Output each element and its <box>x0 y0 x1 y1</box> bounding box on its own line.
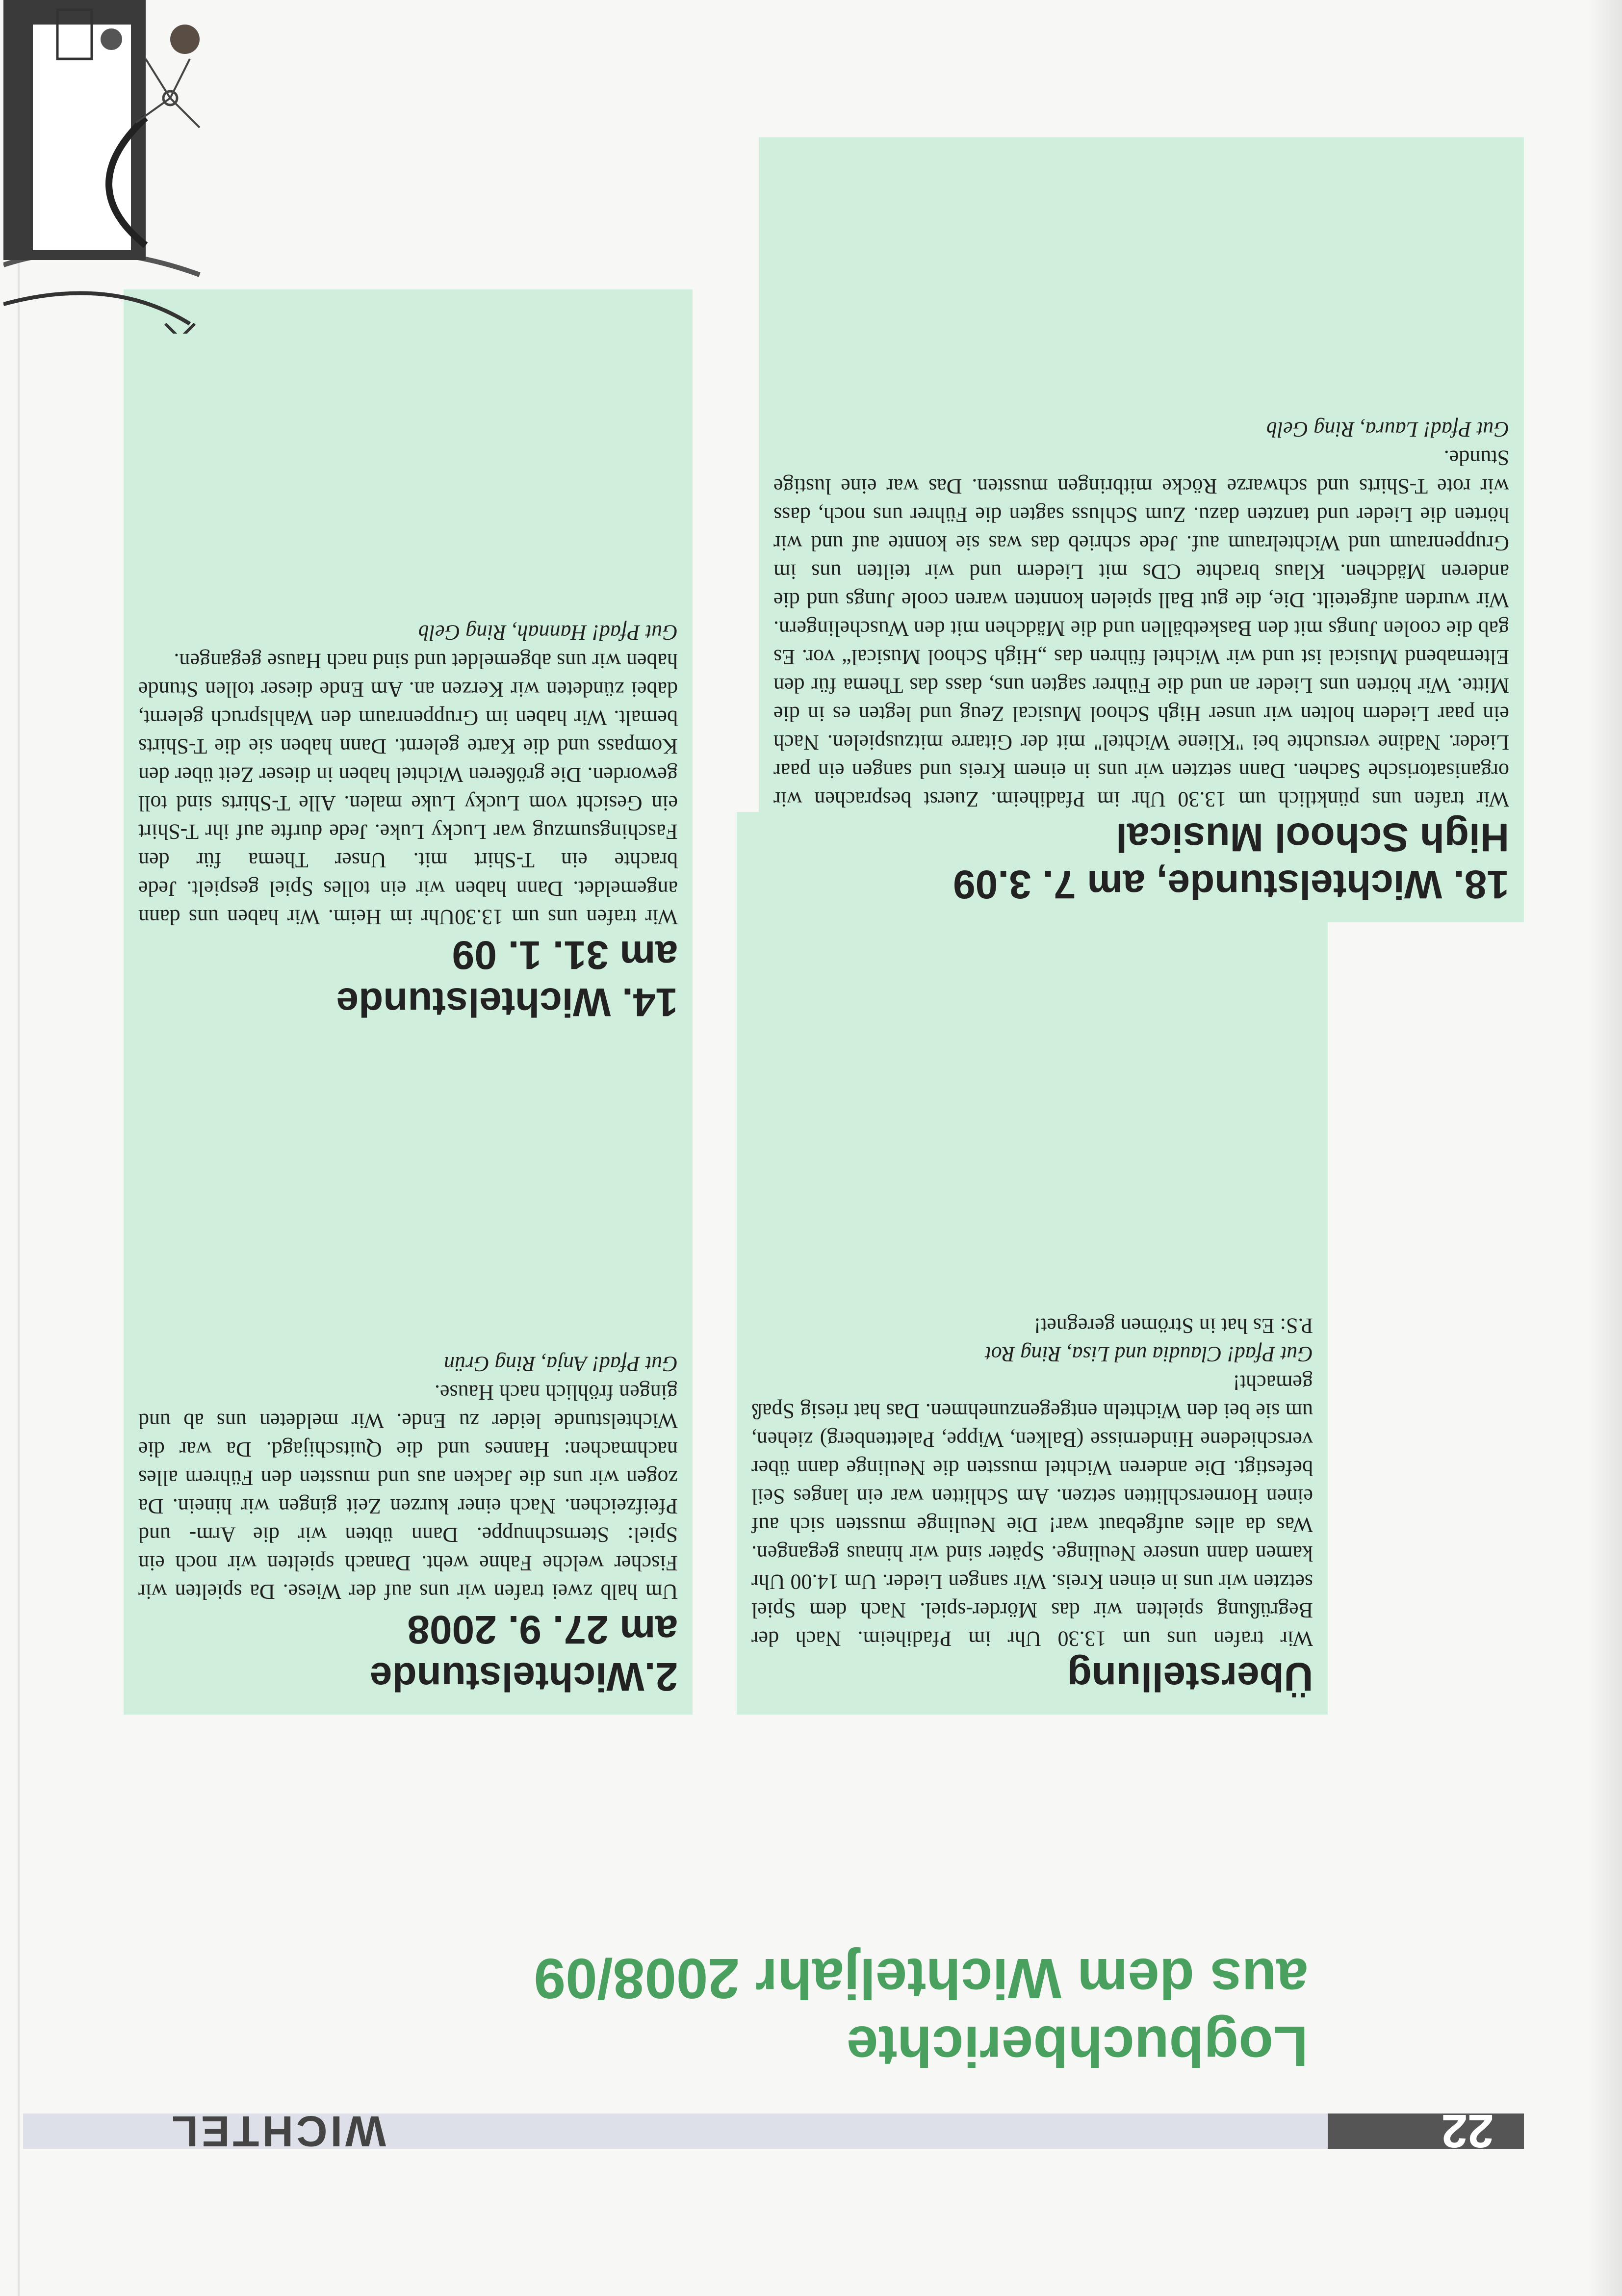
article-heading-line-1: 2.Wichtelstunde <box>369 1654 678 1699</box>
article-heading: Überstellung <box>1067 1654 1313 1699</box>
title-line-1: Logbuchberichte <box>847 2014 1308 2078</box>
article-body: Wir trafen uns pünktlich um 13.30 Uhr im Pfadiheim. Zuerst besprachen wir organisatorische Sachen. Dann setzten wir uns in einem Kreis und sangen ein paar Lieder. Nadine versuchte bei "Kliene Wichtel" mit der Gitarre mitzuspielen. Nach ein paar Liedern holten wir unser High School Musical Zeug und legten es in die Mitte. Wir hörten uns Lieder an und die Führer sagten uns, dass das Thema für den Elternabend Musical ist und wir Wichtel führen das „High School Musical“ vor. Es gab die coolen Jungs mit den Basketbällen und die Mädchen mit den Wuschelingern. Wir wurden aufgeteilt. Die, die gut Ball spielen konnten waren coole Jungs und die anderen Mädchen. Klaus brachte CDs mit Liedern und wir teilten uns im Gruppenraum und Wichtelraum auf. Jede schrieb das was sie konnte auf und wir hörten die Lieder und tanzten dazu. Zum Schluss sagten die Führer uns noch, dass wir rote T-Shirts und schwarze Röcke mitbringen mussten. Das war eine lustige Stunde. <box>773 446 1509 811</box>
article-body: Um halb zwei trafen wir uns auf der Wiese. Da spielten wir Fischer welche Fahne weht. Danach spielten wir noch ein Spiel: Sternschnuppe. Dann übten wir die Arm- und Pfeifzeichen. Nach einer kurzen Zeit gingen wir hinein. Da zogen wir uns die Jacken aus und mussten den Führern alles nachmachen: Hannes und die Quitschijagd. Da war die Wichtelstunde leider zu Ende. Wir meldeten uns ab und gingen fröhlich nach Hause. <box>138 1381 678 1604</box>
article-heading-line-2: High School Musical <box>1116 815 1509 860</box>
article-heading-line-2: am 27. 9. 2008 <box>407 1607 678 1652</box>
article-14-wichtelstunde <box>124 289 693 1040</box>
drawing-svg <box>3 0 219 334</box>
article-signature: Gut Pfad! Claudia und Lisa, Ring Rot <box>985 1342 1313 1366</box>
article-heading-line-1: 18. Wichtelstunde, am 7. 3.09 <box>953 862 1509 907</box>
title-line-2: aus dem Wichteljahr 2008/09 <box>534 1947 1308 2010</box>
article-18-wichtelstunde <box>759 137 1524 922</box>
article-postscript: P.S: Es hat in Strömen geregnet! <box>1033 1314 1313 1338</box>
section-label: WICHTEL <box>169 2107 386 2156</box>
page-edge-line <box>18 0 20 2296</box>
children-drawing-image <box>3 0 219 334</box>
page-title <box>229 1945 1308 2080</box>
article-heading-line-1: 14. Wichtelstunde <box>336 980 678 1024</box>
article-signature: Gut Pfad! Anja, Ring Grün <box>443 1352 678 1376</box>
article-body: Wir trafen uns um 13.30 Uhr im Pfadiheim. Nach der Begrüßung spielten wir das Mörder-spiel. Nach dem Spiel setzten wir uns in einen Kreis. Wir sangen Lieder. Um 14.00 Uhr kamen dann unsere Neulinge. Später sind wir hinaus gegangen. Was da alles aufgebaut war! Die Neulinge mussten sich auf einen Hornerschlitten setzen. Am Schlitten war ein langes Seil befestigt. Die anderen Wichtel mussten die Neulinge dann über verschiedene Hindernisse (Balken, Wippe, Palettenberg) ziehen, um sie bei den Wichteln entgegenzunehmen. Das hat riesig Spaß gemacht! <box>751 1371 1313 1651</box>
article-ueberstellung <box>737 812 1328 1715</box>
article-2-wichtelstunde <box>124 959 693 1715</box>
article-body: Wir trafen uns um 13.30Uhr im Heim. Wir haben uns dann angemeldet. Dann haben wir ein tolles Spiel gespielt. Jede brachte ein T-Shirt mit. Unser Thema für den Faschingsumzug war Lucky Luke. Jede durfte auf ihr T-Shirt ein Gesicht vom Lucky Luke malen. Alle T-Shirts sind toll geworden. Die größeren Wichtel haben in dieser Zeit über den Kompass und die Karte gelernt. Dann haben sie die T-Shirts bemalt. Wir haben im Gruppenraum den Wahlspruch gelernt, dabei zündeten wir Kerzen an. Am Ende dieser tollen Stunde haben wir uns abgemeldet und sind nach Hause gegangen. <box>138 649 678 929</box>
article-signature: Gut Pfad! Hannah, Ring Gelb <box>418 621 678 645</box>
article-heading-line-2: am 31. 1. 09 <box>452 933 678 977</box>
binding-shadow <box>1588 0 1622 2296</box>
article-signature: Gut Pfad! Laura, Ring Gelb <box>1266 417 1509 442</box>
page-number: 22 <box>1441 2105 1494 2157</box>
